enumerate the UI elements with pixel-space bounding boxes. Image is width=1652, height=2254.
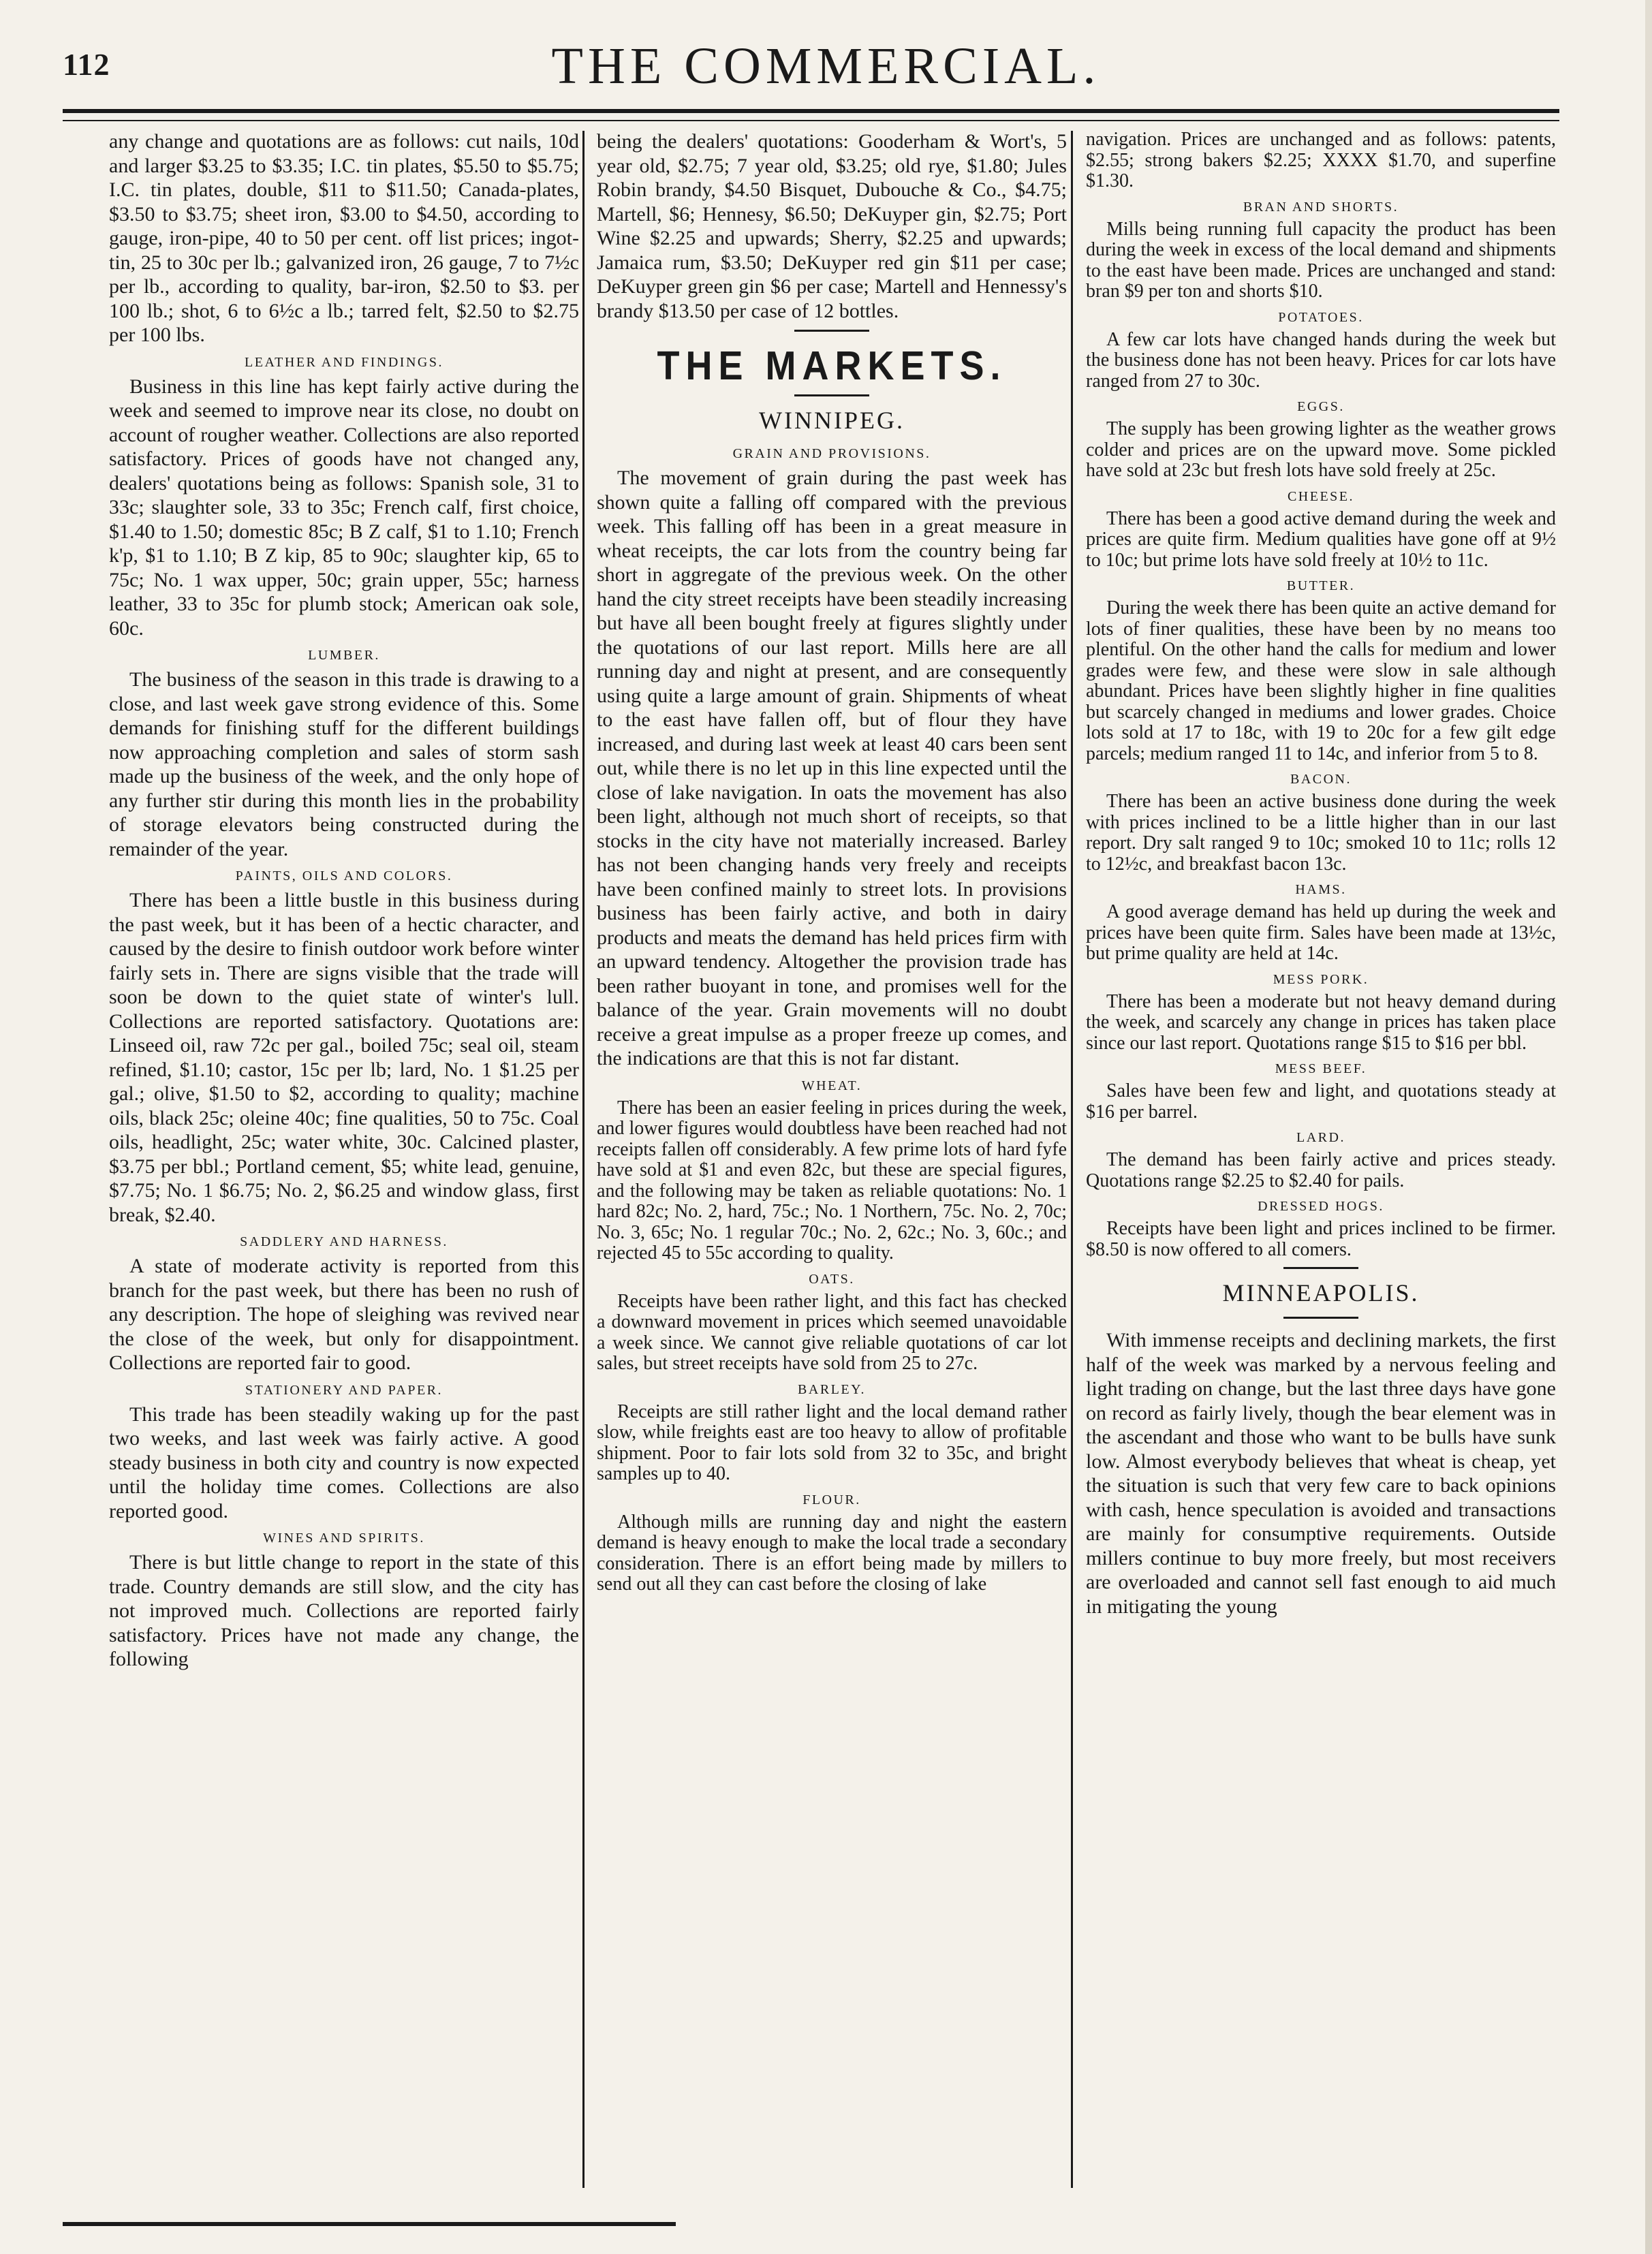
bran-paragraph: Mills being running full capacity the product has been during the week in excess of the local demand and shipments to the east have been made. Prices are unchanged and stand: bran $9 per ton and shorts $10. [1086, 218, 1556, 302]
column-divider [582, 131, 585, 2188]
section-heading-hams: HAMS. [1295, 882, 1347, 897]
lard-paragraph: The demand has been fairly active and prices steady. Quotations range $2.25 to $2.40 for pails. [1086, 1149, 1556, 1191]
dressed-hogs-paragraph: Receipts have been light and prices inclined to be firmer. $8.50 is now offered to all comers. [1086, 1218, 1556, 1260]
butter-paragraph: During the week there has been quite an active demand for lots of finer qualities, these have been by no means too plentiful. On the other hand the calls for medium and lower grades were few, and these were slow in sale although abundant. Prices have been slightly higher in fine qualities but scarcely changed in mediums and lower grades. Choice lots sold at 17 to 18c, with 19 to 20c for a few gilt edge parcels; medium ranged 11 to 14c, and inferior from 5 to 8. [1086, 597, 1556, 764]
header-rule-thin [63, 120, 1559, 121]
column-divider [1071, 131, 1073, 2188]
column-1 [109, 129, 579, 2200]
section-rule [1283, 1317, 1358, 1319]
section-heading-cheese: CHEESE. [1287, 488, 1355, 504]
section-heading-lumber: LUMBER. [308, 648, 380, 663]
wines-paragraph: There is but little change to report in the state of this trade. Country demands are still slow, and the city has not improved much. Collections are reported fairly satisfactory. Prices have not made any change, the following [109, 1551, 579, 1670]
bacon-paragraph: There has been an active business done during the week with prices inclined to be a little higher than in our last report. Dry salt ranged 9 to 10c; smoked 10 to 11c; rolls 12 to 12½c, and breakfast bacon 13c. [1086, 791, 1556, 875]
city-heading-winnipeg: WINNIPEG. [759, 407, 905, 434]
section-heading-paints: PAINTS, OILS AND COLORS. [235, 868, 453, 883]
section-rule [794, 330, 869, 332]
wines-paragraph-continued: being the dealers' quotations: Gooderham & Wort's, 5 year old, $2.75; 7 year old, $3.25; old rye, $1.80; Jules Robin brandy, $4.50 Bisquet, Dubouche & Co., $4.75; Martell, $6; Hennesy, $6.50; DeKuyper gin, $2.75; Port Wine $2.25 and upwards; Sherry, $2.25 and upwards; Jamaica rum, $3.50; DeKuyper red gin $11 per case; DeKuyper green gin $6 per case; Martell and Hennessy's brandy $13.50 per case of 12 bottles. [597, 130, 1067, 322]
section-heading-oats: OATS. [809, 1271, 855, 1287]
section-rule [1283, 1267, 1358, 1269]
section-heading-wheat: WHEAT. [801, 1078, 862, 1093]
paints-paragraph: There has been a little bustle in this business during the past week, but it has been of a hectic character, and caused by the desire to finish outdoor work before winter fairly sets in. There are signs visible that the trade will soon be down to the quiet state of winter's lull. Collections are reported satisfactory. Quotations are: Linseed oil, raw 72c per gal., boiled 75c; seal oil, steam refined, $1.10; castor, 15c per lb; lard, No. 1 $1.25 per gal.; olive, $1.50 to $2, according to quality; machine oils, black 25c; oleine 40c; fine qualities, 50 to 75c. Coal oils, headlight, 25c; water white, 30c. Calcined plaster, $3.75 per bbl.; Portland cement, $5; white lead, genuine, $7.75; No. 1 $6.75; No. 2, $6.25 and window glass, first break, $2.40. [109, 889, 579, 1226]
lumber-paragraph: The business of the season in this trade is drawing to a close, and last week gave strong evidence of this. Some demands for finishing stuff for the different buildings now approaching completion and sales of storm sash made up the business of the week, and the only hope of any further stir during this month lies in the probability of storage elevators being constructed during the remainder of the year. [109, 668, 579, 860]
hardware-quotations: any change and quotations are as follows: cut nails, 10d and larger $3.25 to $3.35; I.C. tin plates, $5.50 to $5.75; I.C. tin plates, double, $11 to $11.50; Canada-plates, $3.50 to $3.75; sheet iron, $3.00 to $4.50, according to gauge, iron-pipe, 40 to 50 per cent. off list prices; ingot-tin, 25 to 30c per lb.; galvanized iron, 26 gauge, 7 to 7½c per lb., according to quality, bar-iron, $2.50 to $3. per 100 lb.; shot, 6 to 6½c a lb.; tarred felt, $2.50 to $2.75 per 100 lbs. [109, 130, 579, 346]
flour-paragraph: Although mills are running day and night the eastern demand is heavy enough to make the local trade a secondary consideration. There is an effort being made by millers to send out all they can cast before the closing of lake [597, 1511, 1067, 1595]
section-heading-leather: LEATHER AND FINDINGS. [245, 354, 443, 370]
section-heading-bacon: BACON. [1290, 772, 1352, 787]
city-heading-minneapolis: MINNEAPOLIS. [1222, 1279, 1420, 1306]
section-heading-flour: FLOUR. [802, 1492, 861, 1507]
potatoes-paragraph: A few car lots have changed hands during the week but the business done has not been heavy. Prices for car lots have ranged from 27 to 30c. [1086, 328, 1556, 392]
section-heading-mess-pork: MESS PORK. [1273, 971, 1369, 987]
section-rule [794, 394, 869, 396]
markets-title: THE MARKETS. [657, 343, 1007, 388]
column-3 [1086, 129, 1556, 2200]
section-heading-saddlery: SADDLERY AND HARNESS. [240, 1234, 448, 1249]
section-heading-bran: BRAN AND SHORTS. [1243, 199, 1399, 215]
section-heading-eggs: EGGS. [1297, 399, 1345, 414]
section-heading-dressed-hogs: DRESSED HOGS. [1258, 1199, 1384, 1214]
header-rule-thick [63, 109, 1559, 113]
barley-paragraph: Receipts are still rather light and the local demand rather slow, while freights east are too heavy to allow of profitable shipment. Poor to fair lots sold from 32 to 35c, and bright samples up to 40. [597, 1400, 1067, 1484]
hams-paragraph: A good average demand has held up during the week and prices have been quite firm. Sales have been made at 13½c, but prime quality are held at 14c. [1086, 901, 1556, 964]
flour-paragraph-continued: navigation. Prices are unchanged and as follows: patents, $2.55; strong bakers $2.25; XXXX $1.70, and superfine $1.30. [1086, 129, 1556, 191]
section-heading-lard: LARD. [1296, 1130, 1345, 1145]
section-heading-mess-beef: MESS BEEF. [1275, 1061, 1367, 1076]
stationery-paragraph: This trade has been steadily waking up for the past two weeks, and last week was fairly active. A good steady business in both city and country is now expected until the holiday time comes. Collections are also reported good. [109, 1403, 579, 1522]
oats-paragraph: Receipts have been rather light, and this fact has checked a downward movement in prices which seemed unavoidable a week since. We cannot give reliable quotations of car lot sales, but street receipts have sold from 25 to 27c. [597, 1290, 1067, 1374]
wheat-paragraph: There has been an easier feeling in prices during the week, and lower figures would doubtless have been reached had not receipts fallen off considerably. A few prime lots of hard fyfe have sold at $1 and even 82c, but these are special figures, and the following may be taken as reliable quotations: No. 1 hard 82c; No. 2, hard, 75c.; No. 1 Northern, 75c. No. 2, 70c; No. 3, 65c; No. 1 regular 70c.; No. 2, 62c.; No. 3, 60c.; and rejected 45 to 55c according to quality. [597, 1097, 1067, 1264]
leather-paragraph: Business in this line has kept fairly active during the week and seemed to improve near its close, no doubt on account of rougher weather. Collections are also reported satisfactory. Prices of goods have not changed any, dealers' quotations being as follows: Spanish sole, 31 to 33c; slaughter sole, 33 to 35c; French calf, first choice, $1.40 to 1.50; domestic 85c; B Z calf, $1 to 1.10; French k'p, $1 to 1.10; B Z kip, 85 to 90c; slaughter kip, 65 to 75c; No. 1 wax upper, 50c; grain upper, 55c; harness leather, 33 to 35c for plumb stock; American oak sole, 60c. [109, 375, 579, 640]
page-number: 112 [63, 47, 110, 82]
footer-rule [63, 2222, 676, 2226]
page-edge [1645, 0, 1652, 2254]
section-heading-grain: GRAIN AND PROVISIONS. [732, 446, 931, 461]
section-heading-barley: BARLEY. [798, 1381, 866, 1397]
section-heading-butter: BUTTER. [1286, 578, 1356, 593]
masthead-title: THE COMMERCIAL. [551, 37, 1101, 95]
grain-paragraph: The movement of grain during the past week has shown quite a falling off compared with the previous week. This falling off has been in a great measure in wheat receipts, the car lots from the country being far short in aggregate of the previous week. On the other hand the city street receipts have been steadily increasing but have all been bought freely at figures slightly under the quotations of our last report. Mills here are all running day and night at present, and are consequently using quite a large amount of grain. Shipments of wheat to the east have fallen off, but of flour they have increased, and during last week at least 40 cars been sent out, while there is no let up in this line expected until the close of lake navigation. In oats the movement has also been light, although not much short of receipts, so that stocks in the city have not materially increased. Barley has not been changing hands very freely and receipts have been confined mainly to street lots. In provisions business has been fairly active, and both in dairy products and meats the demand has held prices firm with an upward tendency. Altogether the provision trade has been rather buoyant in tone, and promises well for the balance of the year. Grain movements will no doubt receive a great impulse as a proper freeze up comes, and the indications are that this is not far distant. [597, 467, 1067, 1069]
mess-pork-paragraph: There has been a moderate but not heavy demand during the week, and scarcely any change in prices has taken place since our last report. Quotations range $15 to $16 per bbl. [1086, 990, 1556, 1054]
eggs-paragraph: The supply has been growing lighter as the weather grows colder and prices are on the upward move. Some pickled have sold at 23c but fresh lots have sold freely at 25c. [1086, 418, 1556, 481]
section-heading-stationery: STATIONERY AND PAPER. [245, 1382, 443, 1398]
section-heading-wines: WINES AND SPIRITS. [263, 1531, 425, 1546]
section-heading-potatoes: POTATOES. [1278, 309, 1364, 325]
mess-beef-paragraph: Sales have been few and light, and quotations steady at $16 per barrel. [1086, 1080, 1556, 1123]
column-2 [597, 129, 1067, 2200]
saddlery-paragraph: A state of moderate activity is reported from this branch for the past week, but there has been no rush of any description. The hope of sleighing was revived near the close of the week, but only for disappointment. Collections are reported fair to good. [109, 1255, 579, 1374]
minneapolis-paragraph: With immense receipts and declining markets, the first half of the week was marked by a nervous feeling and light trading on change, but the last three days have gone on record as fairly lively, though the bear element was in the ascendant and those who want to be bulls have sunk low. Almost everybody believes that wheat is cheap, yet the situation is such that very few care to back opinions with cash, hence speculation is avoided and transactions are mainly for consumptive requirements. Outside millers continue to buy more freely, but most receivers are overloaded and cannot sell fast enough to aid much in mitigating the young [1086, 1329, 1556, 1618]
cheese-paragraph: There has been a good active demand during the week and prices are quite firm. Medium qualities have gone off at 9½ to 10c; but prime lots have sold freely at 10½ to 11c. [1086, 507, 1556, 571]
